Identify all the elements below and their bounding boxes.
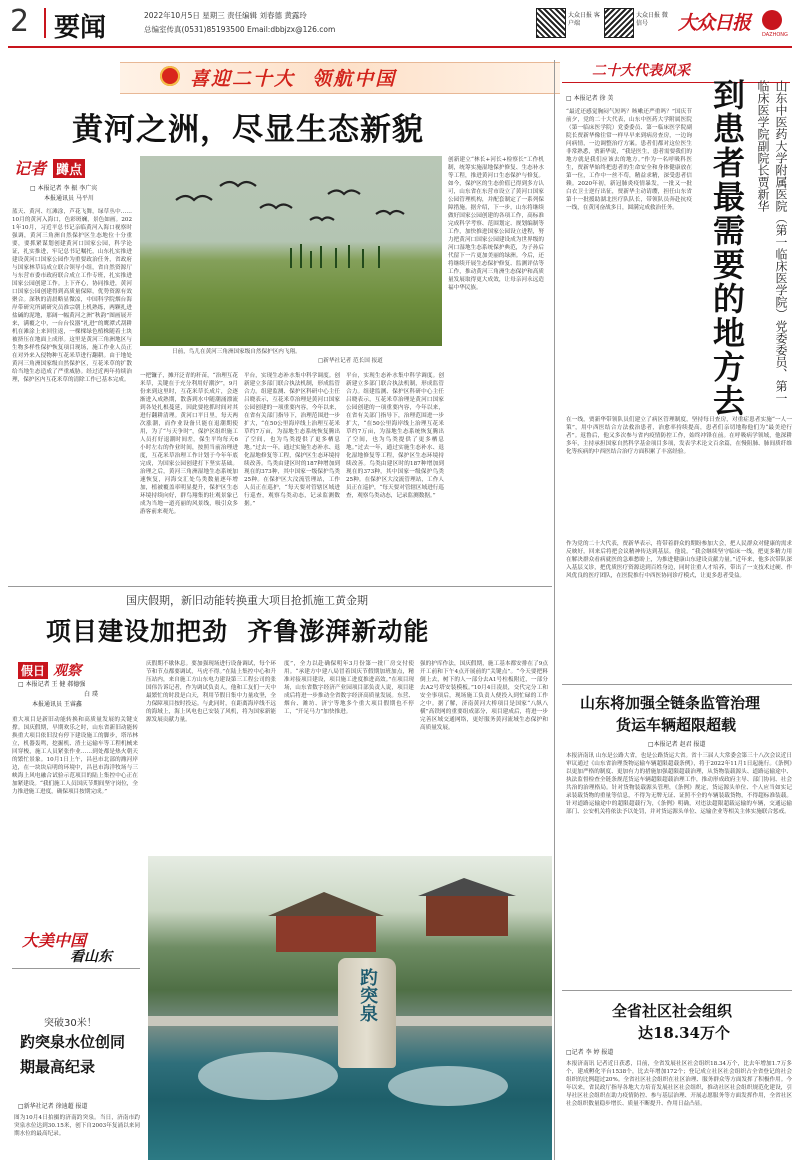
truck-headline-1: 山东将加强全链条监管治理 — [580, 694, 761, 712]
community-headline-1: 全省社区社会组织 — [612, 1002, 733, 1020]
strip-body-col-2: 庆假期不歇休息。要加强现场进行设备调试，每个环节和节点都要调试，马虎不得。”在陆上集控中心和升压站内，来自施工方山东电力建设第三工程公司的张国伟告诉记者，作为调试负责人，他和工友们一天中最繁忙的时段是白天，利用节假日集中力量攻坚，全力保障项目按时投运。与此同时，在距离海岸线不远的海域上，海上风电也已安装了风机，将为国家新能源发展贡献力量。 — [146, 661, 276, 723]
lead-column-tag — [14, 156, 104, 178]
masthead-divider — [44, 8, 46, 38]
strip-top-rule — [8, 586, 552, 587]
lead-body-col-4: 平台，实现生态补水集中科学调度。创新建立多部门联合执法机制，形成监管合力。组建监测、保护区科研中心主任吕晓表示，互花米草治理是黄河口国家公园创建的一项重要内容，今年以来，在省有关部门指导下，治理范围进一步扩大，“在50公里海岸线上治理互花米草约7万亩，为湿地生态系统恢复腾出了空间，也为鸟类提供了更多栖息地。”过去一年，通过实施生态补水、退化湿地修复等工程，保护区生态环境持续改善。鸟类由建区时的187种增加到现在的373种，其中国家一级保护鸟类25种。在保护区大汶流管理站，工作人员正在巡护，“每天要对管辖区域进行巡查，观察鸟类动态，记录监测数据。” — [346, 373, 444, 499]
lead-body-col-3: 平台，实现生态补水集中科学调度。创新建立多部门联合执法机制，形成监管合力。组建监测、保护区科研中心主任吕晓表示，互花米草治理是黄河口国家公园创建的一项重要内容，今年以来，在省有关部门指导下，治理范围进一步扩大，“在50公里海岸线上治理互花米草约7万亩，为湿地生态系统恢复腾出了空间，也为鸟类提供了更多栖息地。”过去一年，通过实施生态补水、退化湿地修复等工程，保护区生态环境持续改善。鸟类由建区时的187种增加到现在的373种，其中国家一级保护鸟类25种。在保护区大汶流管理站，工作人员正在巡护，“每天要对管辖区域进行巡查，观察鸟类动态，记录监测数据。” — [244, 373, 340, 507]
community-body: 本报济南讯 记者近日获悉，目前，全省发展社区社会组织18.34万个，比去年增加1.7万多个，建成孵化平台1538个，比去年增加172个；登记成立社区社会组织占全省登记的社会组织的比例超过20%。全省社区社会组织在社区治理、服务群众等方面发挥了积极作用。今年以来，省民政厅指导各地大力培育发展社区社会组织，推动社区社会组织规范化建设，引导社区社会组织在助力疫情防控、参与基层治理、开展志愿服务等方面发挥作用，全省社区社会组织数量稳步增长、质量不断提升、作用日益凸显。 — [566, 1061, 792, 1107]
scenic-china-logo: 大美中国 — [22, 931, 87, 950]
strip-byline-3: 本报通讯员 王睿鑫 — [32, 701, 82, 708]
holiday-tag-label: 假日 — [18, 662, 48, 679]
lead-headline: 黄河之洲，尽显生态新貌 — [72, 112, 424, 148]
truck-body: 本报济南讯 山东是公路大省，也是公路货运大省。省十三届人大常委会第三十八次会议近日审议通过《山东省治理货物运输车辆超限超载条例》，将于2022年11月1日起施行。《条例》以更加严格的制度、更加有力的措施加强超限超载治理，从货物装载源头、道路运输途中、执法监督检查全链条规范货运车辆超限超载治理工作，推动形成政府主导、部门协同、社会共治的治理格局。针对货物装载源头管理，《条例》规定，货运源头单位、个人应当如实记录装载货物的重量等信息，不得为无牌无证、证照不全的车辆装载货物，不得超标准装载。针对道路运输途中的超限超载行为，《条例》明确，对违法超限超载运输的车辆，交通运输部门、公安机关将依法予以处罚，并对货运源头单位、运输企业等相关主体实施联合惩戒。 — [566, 753, 792, 815]
masthead-rule — [8, 46, 792, 48]
qr-code-app[interactable] — [536, 8, 566, 38]
feature-byline: □ 本报记者 徐 美 — [566, 95, 614, 102]
baotu-body: 图为10月4日拍摄的济南趵突泉。当日，济南市趵突泉水位达到30.15米，创下自2003年复涌以来同期水位的最高纪录。 — [14, 1115, 140, 1137]
logo-subtitle: DAZHONG — [762, 32, 788, 38]
holiday-tag — [18, 660, 81, 680]
qr-code-wechat[interactable] — [604, 8, 634, 38]
party-emblem-icon — [160, 66, 180, 86]
spring-stone-inscription: 趵突泉 — [357, 968, 378, 1022]
feature-kicker: 二十大代表风采 — [592, 63, 690, 79]
caption-text: 日前，鸟儿在黄河三角洲国家级自然保护区内飞翔。 — [172, 349, 301, 355]
community-byline: □记者 李 婷 报道 — [566, 1049, 614, 1056]
feature-body-3: 作为党的二十大代表，贾新华表示，将带着群众的期盼参加大会，把人民群众对健康的需求反映好，回来后将把会议精神传达到基层。他说，“我会继续坚守临床一线，把更多精力用在解决群众看病就医的急难愁盼上，为推进健康山东建设贡献力量。”近年来，他多次带队深入基层义诊，把优质医疗资源送到百姓身边，同时注重人才培养，带出了一支技术过硬、作风优良的医疗团队，在医院推行中西医协同诊疗模式，让更多患者受益。 — [566, 541, 792, 579]
strip-body-col-3: 度”，全力以赴确保明年3月份第一批厂房交付使用。“承建方中建八局冒着国庆节假期加班加点，精准对接项目建设，项目施工进度推进高效。”在项目现场，山东省数字经济产业园项目部负责人说，项目建成后将进一步推动全省数字经济高质量发展。东营、烟台、潍坊、济宁等地多个重大项目假期也不停工，“开足马力”加快推进。 — [284, 661, 414, 715]
strip-headline: 项目建设加把劲 齐鲁澎湃新动能 — [46, 617, 430, 646]
baotu-subhead: 突破30米！ — [44, 1018, 97, 1029]
right-story-rule — [562, 684, 792, 685]
qr-caption-app: 大众日报 客户端 — [568, 12, 600, 27]
strip-byline-1: □ 本报记者 王 健 郝德强 — [18, 681, 86, 688]
feature-body-2: 在一线，贾新华带领队员们建立了病区管理制度，坚持每日查房，对重症患者实施“一人一策”，用中西医结合方法救治患者，治愈率持续提高，患者们亲切地称他们为“最美逆行者”。返鲁后，他又多次参与省内疫情防控工作，始终冲锋在前。在呼吸病学领域，他深耕多年，主持承担国家自然科学基金项目多项，发表学术论文百余篇，在慢阻肺、肺间质纤维化等疾病的中西医结合治疗方面积累了丰富经验。 — [566, 417, 792, 455]
community-rule — [562, 990, 792, 991]
banner-text: 喜迎二十大 领航中国 — [190, 68, 397, 90]
scenic-china-script: 看山东 — [70, 949, 112, 965]
tag-spotlight: 蹲点 — [53, 159, 85, 178]
newspaper-logo: 大众日报 — [678, 12, 751, 34]
bottom-left-rule — [12, 968, 140, 969]
holiday-tag-observe: 观察 — [53, 663, 82, 679]
birds-illustration — [140, 156, 442, 346]
community-headline-2: 达18.34万个 — [638, 1024, 730, 1042]
strip-body-col-1: 重大项目是新旧动能转换和高质量发展的关键支撑。国庆假期，早期欢乐之时，山东省新旧动能转换重大项目依旧没有停下建设施工的脚步，塔吊林立，机器轰鸣，挖掘机、渣土运输车等工程机械来回穿梭，施工人员紧张作业……到处都是热火朝天的繁忙景象。10月1日上午，昌邑市北部的潍河岸边，在一块块启明的环境中，昌邑市海洋牧场与三峡海上风电融合试验示范项目的陆上集控中心正在加紧建设。“我们施工人员国庆节期间坚守岗位，全力推进施工进度，确保项目按期完成。” — [12, 717, 138, 795]
feature-body-1: “最近还感觉胸闷气短吗？咳嗽还严重吗？”国庆节前夕，党的二十大代表，山东中医药大学附属医院（第一临床医学院）党委委员、第一临床医学院副院长贾新华像往常一样早早来到病房查房，一边询问病情，一边调整治疗方案。患者们都对这位医生非常熟悉，贾新华说，“我是医生，患者需要我们的地方就是我们应该去的地方。”作为一名呼吸科医生，贾新华始终把患者的生命安全和身体健康放在第一位，工作中一丝不苟，精益求精，深受患者信赖。2020年初，新冠肺炎疫情暴发，一批又一批白衣卫士逆行出征，贾新华主动请缨，担任山东省第十一批援助湖北医疗队队长，带领队员奔赴抗疫一线，在黄冈奋战多日，圆满完成救治任务。 — [566, 109, 692, 211]
lead-body-col-2: 一把镰子，摊开泛青的秆苗，“治理互花米草，关键在于充分利用好潮汐”，9月份来到这里时，互花米草长成片，会逐渐进入成熟期，散落到水中随潮涌漂流到各处扎根蔓延，因此要抢抓时间对其进行翻耕清理。黄河口平日里，每天两次涨潮，而作业设备只能在退潮期使用，为了“与天争时”，保护区组织施工人员打好退潮时间差，保生平均每天6小时左右的作业时间，按照当前治理进度，互花米草治理工作计划于今年年底完成，为国家公园创建打下坚实基础。治理之后，黄河三角洲湿地生态系统加速恢复，河海交汇处鸟类数量逐年增加，植被覆盖率明显提升，保护区生态环境持续向好，群鸟翔集的壮观景象已成为当地一道亮丽的风景线，吸引众多游客前来观光。 — [140, 373, 238, 515]
lead-photo-wetland-birds — [140, 156, 442, 346]
baotu-byline: □新华社记者 徐迪超 报道 — [18, 1103, 88, 1110]
baotu-headline: 趵突泉水位创同期最高纪录 — [20, 1033, 126, 1076]
tag-reporter: 记者 — [14, 159, 47, 178]
feature-headline: 到患者最需要的地方去 — [708, 78, 746, 418]
lead-byline-2: 本报通讯员 马平川 — [44, 195, 94, 202]
feature-subhead: 山东中医药大学附属医院（第一临床医学院）党委委员、第一临床医学院副院长贾新华 — [756, 80, 788, 404]
fax-email-line: 总编室传真(0531)85193500 Email:dbbjzx@126.com — [144, 25, 336, 34]
page-number: 2 — [10, 4, 30, 39]
strip-byline-2: 白 璞 — [84, 691, 98, 698]
column-divider — [554, 60, 555, 1160]
strip-kicker: 国庆假期，新旧动能转换重大项目抢抓施工黄金期 — [126, 594, 368, 607]
lead-photo-caption — [172, 348, 442, 356]
qr-caption-wechat: 大众日报 微信号 — [636, 12, 668, 27]
date-line: 2022年10月5日 星期三 责任编辑 刘春德 黄露玲 — [144, 11, 307, 20]
section-title: 要闻 — [54, 13, 107, 43]
lead-body-col-3-upper: 创新建立“林长+河长+检察长”工作机制，统筹实施湿地保护修复、生态补水等工程，推进黄河口生态保护与修复。如今，保护区的生态价值已得到多方认可，山东省在东营市设立了黄河口国家公园管理机构，并配套制定了一系列保障措施。据介绍，下一步，山东将继续做好国家公园创建的各项工作，高标准完成科学考察、范围划定、规划编制等工作，加快推进国家公园设立进程，努力把黄河口国家公园建设成为世界级的河口湿地生态系统保护典范，为子孙后代留下一片更加美丽的绿洲。今后，还将继续开展生态保护修复、监测评估等工作，推动黄河三角洲生态保护和高质量发展取得更大成效，让母亲河永远造福中华民族。 — [448, 157, 544, 291]
logo-emblem-icon — [762, 10, 782, 30]
lead-photo-credit: □新华社记者 范长国 报道 — [318, 358, 383, 364]
truck-headline-2: 货运车辆超限超载 — [616, 716, 737, 734]
strip-body-col-4: 强的护库作法，国庆假期，施工基本都安排在了9点开工前和下午4点开展前的“关键点”。“今天要把料倒上去，树下的人一部分去A1号柱板附近，一部分去A2号塔安装模板。”10月4日凌晨，交代完分工和安全事项后，现场施工负责人便投入到忙碌的工作之中。据了解，济南黄河大桥项目是国家“八纵八横”高铁网的重要组成部分，项目建成后，将进一步完善区域交通网络，更好服务黄河流域生态保护和高质量发展。 — [420, 661, 548, 731]
truck-byline: □本报记者 赵君 报道 — [648, 741, 706, 748]
masthead — [0, 0, 800, 48]
lead-byline-1: □ 本报记者 李 振 李广宾 — [30, 185, 98, 192]
lead-body-col-1: 蓝天、黄河、红滩涂，芦花飞舞，绿草丛中……10月的黄河入海口，色彩斑斓，景色如画。2021年10月，习近平总书记亲临黄河入海口视察时强调，黄河三角洲自然保护区生态地位十分重要，要抓紧谋划创建黄河口国家公园，科学论证，扎实推进，牢记总书记嘱托，山东扎实推进建设黄河口国家公园作为重要政治任务，省政府与国家林草局成立联合领导小组，省自然资源厅与东营市委市政府联合成立工作专班，扎实推进国家公园创建工作。上下齐心，协同推进，黄河口国家公园创建得到高质量保障，优势资源有效聚合。深秋的清晨略显微凉，中国科学院烟台海岸带研究所副研究员淮宗朝上机熟练，两颗扎进盐碱的泥地，那阔一幅黄河之洲“秋韵”图画展开来，满覆之中，一台台仪器“扎进”的鹰潭式刮耕机在滩涂上来回往返，一棵棵绿色植株随着土块被挤压在地面上成形。这里是黄河三角洲地区与生物多样性保护恢复项目现场，施工作业人员正在对外来入侵物种互花米草进行翻耕。由于地处黄河三角洲国家级自然保护区，互花米草的扩散给当地生态造成了严重威胁。经过近两年持续治理，保护区内互花米草的清除工作已基本完成。 — [12, 209, 132, 383]
baotu-spring-photo — [148, 856, 552, 1160]
